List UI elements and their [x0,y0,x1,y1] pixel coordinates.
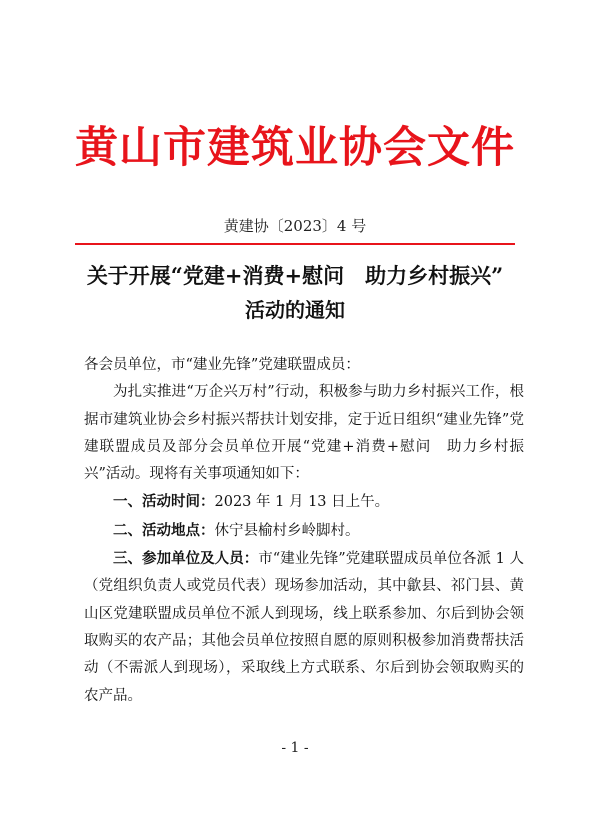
page-number: - 1 - [281,740,309,756]
item-participants-label: 三、参加单位及人员： [113,550,259,568]
intro-paragraph: 为扎实推进“万企兴万村”行动，积极参与助力乡村振兴工作，根据市建筑业协会乡村振兴帮扶计划安排，定于近日组织“建业先锋”党建联盟成员及部分会员单位开展“党建+消费+慰问 助力乡村振兴”活动。现将有关事项通知如下： [84,384,524,483]
item-activity-time-value: 2023 年 1 月 13 日上午。 [214,494,390,511]
item-activity-location [84,517,524,545]
item-participants [84,545,524,710]
salutation: 各会员单位，市“建业先锋”党建联盟成员： [84,357,360,373]
notice-title [60,258,530,328]
item-participants-value: 市“建业先锋”党建联盟成员单位各派 1 人（党组织负责人或党员代表）现场参加活动，其中歙县、祁门县、黄山区党建联盟成员单位不派人到现场，线上联系参加、尔后到协会领取购买的农产品；其他会员单位按照自愿的原则积极参加消费帮扶活动（不需派人到现场），采取线上方式联系、尔后到协会领取购买的农产品。 [84,551,524,704]
masthead-title: 黄山市建筑业协会文件 [75,123,515,173]
notice-body [84,352,524,710]
item-activity-time [84,488,524,516]
notice-title-line1: 关于开展“党建+消费+慰问 助力乡村振兴” [86,263,504,288]
red-divider-line [75,243,515,245]
document-number: 黄建协〔2023〕4 号 [223,217,367,235]
item-activity-time-label: 一、活动时间： [113,493,215,511]
notice-title-line2: 活动的通知 [245,298,345,322]
item-activity-location-label: 二、活动地点： [113,521,215,539]
item-activity-location-value: 休宁县榆村乡岭脚村。 [214,522,360,539]
